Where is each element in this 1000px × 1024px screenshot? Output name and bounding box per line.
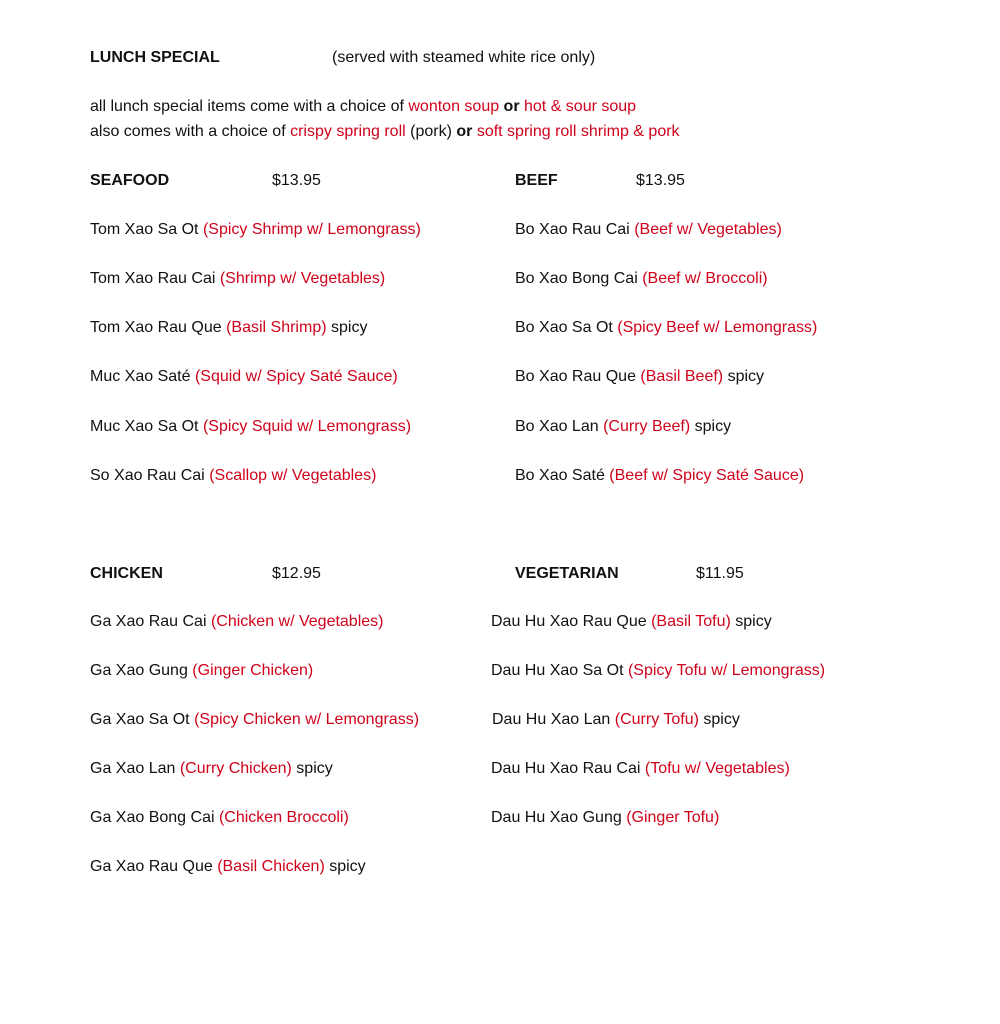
option-crispy-spring-roll: crispy spring roll (290, 123, 406, 140)
intro-or: or (456, 123, 473, 140)
dish-description: (Basil Beef) (640, 368, 724, 385)
section-price-chicken: $12.95 (272, 565, 321, 582)
dish-name: Tom Xao Rau Cai (90, 270, 220, 287)
spicy-tag: spicy (326, 319, 368, 336)
dish-name: Muc Xao Saté (90, 368, 195, 385)
menu-item (515, 269, 768, 289)
menu-item (90, 612, 383, 632)
dish-description: (Spicy Squid w/ Lemongrass) (202, 418, 412, 435)
dish-name: Bo Xao Rau Que (515, 368, 641, 385)
dish-description: (Spicy Tofu w/ Lemongrass) (627, 662, 826, 679)
menu-item (491, 759, 790, 779)
option-hot-sour-soup: hot & sour soup (524, 98, 637, 115)
menu-item (90, 318, 367, 338)
section-price-vegetarian: $11.95 (696, 565, 744, 582)
dish-name: Ga Xao Gung (90, 662, 193, 679)
intro-text: all lunch special items come with a choice of (90, 98, 409, 115)
dish-description: (Squid w/ Spicy Saté Sauce) (194, 368, 398, 385)
dish-description: (Tofu w/ Vegetables) (644, 760, 790, 777)
menu-item (515, 318, 817, 338)
menu-item (90, 220, 421, 240)
spicy-tag: spicy (324, 858, 366, 875)
section-price-beef: $13.95 (636, 172, 685, 189)
spicy-tag: spicy (723, 368, 765, 385)
menu-item (90, 269, 385, 289)
menu-item (90, 710, 419, 730)
menu-item (90, 466, 376, 486)
section-title-seafood: SEAFOOD (90, 172, 170, 189)
intro-roll-line (90, 122, 680, 142)
dish-description: (Beef w/ Broccoli) (642, 270, 768, 287)
dish-name: Tom Xao Sa Ot (90, 221, 203, 238)
dish-name: Bo Xao Lan (515, 418, 604, 435)
menu-item (90, 857, 366, 877)
dish-description: (Ginger Chicken) (192, 662, 314, 679)
dish-name: Bo Xao Saté (515, 467, 610, 484)
spicy-tag: spicy (730, 613, 772, 630)
menu-item (515, 220, 782, 240)
menu-item (491, 808, 719, 828)
dish-description: (Spicy Chicken w/ Lemongrass) (194, 711, 420, 728)
dish-name: Bo Xao Sa Ot (515, 319, 618, 336)
dish-description: (Curry Chicken) (179, 760, 292, 777)
dish-name: Ga Xao Sa Ot (90, 711, 195, 728)
dish-description: (Beef w/ Spicy Saté Sauce) (609, 467, 805, 484)
menu-item (492, 710, 740, 730)
menu-item (491, 661, 825, 681)
section-price-seafood: $13.95 (272, 172, 321, 189)
section-title-chicken: CHICKEN (90, 565, 163, 582)
option-wonton-soup: wonton soup (408, 98, 500, 115)
dish-description: (Beef w/ Vegetables) (634, 221, 782, 238)
dish-description: (Spicy Shrimp w/ Lemongrass) (202, 221, 421, 238)
menu-item (90, 367, 398, 387)
option-soft-spring-roll: soft spring roll shrimp & pork (476, 123, 680, 140)
intro-or: or (499, 98, 524, 115)
dish-name: Ga Xao Rau Que (90, 858, 218, 875)
spicy-tag: spicy (698, 711, 740, 728)
menu-item (90, 417, 411, 437)
dish-name: Bo Xao Bong Cai (515, 270, 643, 287)
dish-description: (Chicken w/ Vegetables) (210, 613, 384, 630)
menu-item (90, 759, 333, 779)
dish-name: Tom Xao Rau Que (90, 319, 227, 336)
page-title: LUNCH SPECIAL (90, 49, 220, 66)
intro-text: also comes with a choice of (90, 123, 291, 140)
dish-description: (Spicy Beef w/ Lemongrass) (617, 319, 818, 336)
dish-name: So Xao Rau Cai (90, 467, 210, 484)
dish-name: Dau Hu Xao Sa Ot (491, 662, 628, 679)
menu-item (515, 466, 804, 486)
dish-description: (Curry Beef) (603, 418, 691, 435)
intro-soup-line (90, 97, 636, 117)
dish-name: Dau Hu Xao Gung (491, 809, 627, 826)
dish-name: Bo Xao Rau Cai (515, 221, 635, 238)
intro-pork-note: (pork) (405, 123, 457, 140)
dish-description: (Basil Shrimp) (226, 319, 327, 336)
dish-description: (Shrimp w/ Vegetables) (219, 270, 386, 287)
section-title-vegetarian: VEGETARIAN (515, 565, 619, 582)
dish-description: (Basil Chicken) (217, 858, 325, 875)
dish-name: Dau Hu Xao Lan (492, 711, 615, 728)
dish-description: (Curry Tofu) (614, 711, 699, 728)
dish-description: (Basil Tofu) (651, 613, 731, 630)
spicy-tag: spicy (291, 760, 333, 777)
dish-name: Dau Hu Xao Rau Cai (491, 760, 645, 777)
menu-item (90, 661, 313, 681)
menu-item (515, 417, 731, 437)
spicy-tag: spicy (690, 418, 732, 435)
menu-item (90, 808, 349, 828)
dish-description: (Ginger Tofu) (626, 809, 720, 826)
dish-description: (Chicken Broccoli) (218, 809, 349, 826)
dish-name: Dau Hu Xao Rau Que (491, 613, 652, 630)
dish-name: Ga Xao Rau Cai (90, 613, 211, 630)
menu-item (515, 367, 764, 387)
dish-description: (Scallop w/ Vegetables) (209, 467, 377, 484)
dish-name: Ga Xao Bong Cai (90, 809, 219, 826)
menu-item (491, 612, 772, 632)
dish-name: Ga Xao Lan (90, 760, 180, 777)
dish-name: Muc Xao Sa Ot (90, 418, 203, 435)
serving-note: (served with steamed white rice only) (332, 49, 596, 66)
section-title-beef: BEEF (515, 172, 558, 189)
